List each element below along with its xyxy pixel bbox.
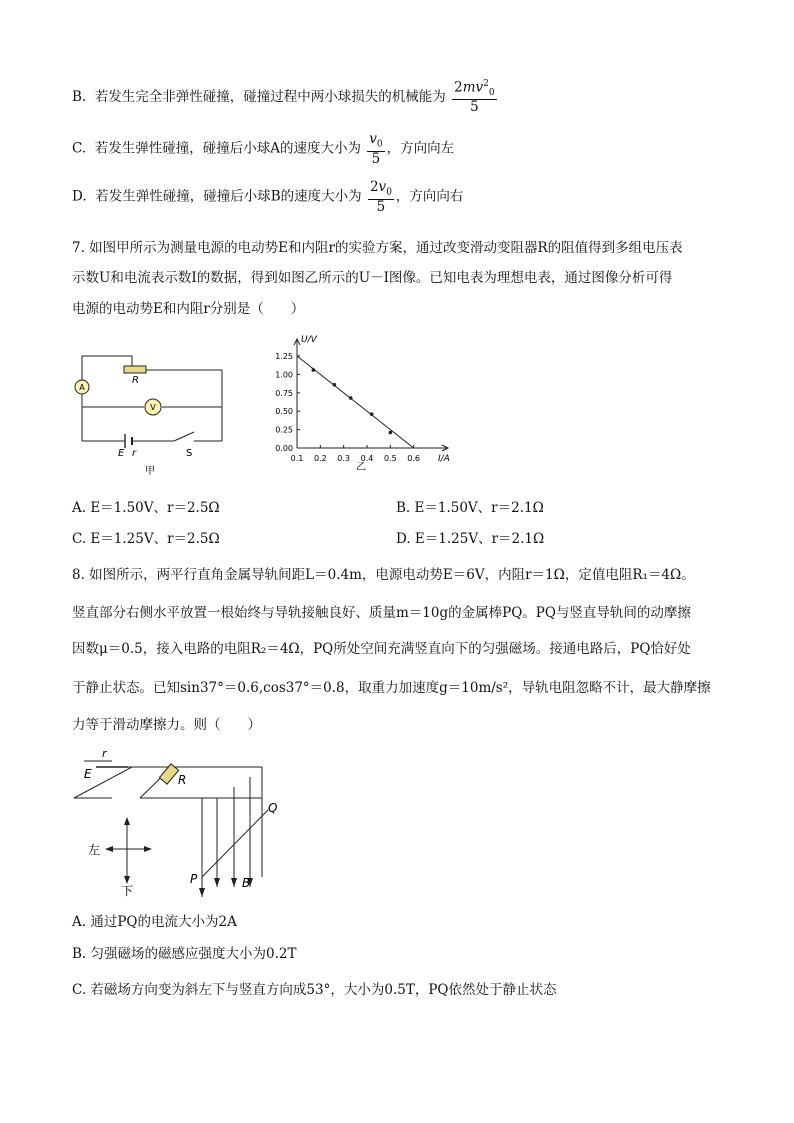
q7-option-c: C. E＝1.25V、r＝2.5Ω	[72, 531, 220, 547]
rod-end-p-label: P	[190, 872, 198, 886]
q7-option-b: B. E＝1.50V、r＝2.1Ω	[396, 500, 544, 516]
data-point	[349, 396, 353, 400]
q7-ui-chart	[265, 330, 465, 470]
q8-stem-line-3: 因数μ＝0.5，接入电路的电阻R₂＝4Ω，PQ所处空间充满竖直向下的匀强磁场。接通电路后，PQ恰好处	[72, 641, 691, 657]
q7-stem-line-2: 示数U和电流表示数I的数据，得到如图乙所示的U－I图像。已知电表为理想电表，通过图像分析可得	[72, 270, 673, 286]
data-point	[370, 412, 374, 416]
direction-left-label: 左	[88, 843, 101, 857]
resistor-label: R	[178, 773, 187, 787]
rheostat-symbol	[124, 366, 146, 373]
emf-label: E	[118, 448, 125, 459]
y-axis-label: U/V	[301, 335, 317, 345]
y-tick-label: 0.00	[275, 444, 293, 453]
q7-option-d: D. E＝1.25V、r＝2.1Ω	[396, 531, 545, 547]
internal-r-label: r	[132, 448, 137, 459]
q6-option-c: C. 若发生弹性碰撞，碰撞后小球A的速度大小为 $\frac{v_0}{5}$ ，方向向左	[72, 131, 455, 167]
fig-jia-caption: 甲	[145, 466, 155, 477]
data-point	[312, 368, 316, 372]
internal-r-label: r	[102, 747, 107, 760]
q6-c-fraction: $\frac{v_0}{5}$	[369, 131, 383, 167]
q8-stem-line-1: 8. 如图所示，两平行直角金属导轨间距L＝0.4m，电源电动势E＝6V，内阻r＝1Ω，定值电阻R₁＝4Ω。	[72, 567, 695, 583]
fig-yi-caption: 乙	[356, 462, 366, 470]
x-tick-label: 0.6	[407, 454, 421, 463]
q6-d-fraction: $\frac{2v_0}{5}$	[369, 179, 392, 215]
q6-b-fraction: $\frac{2mv^2_0}{5}$	[454, 79, 495, 116]
q7-circuit-figure	[70, 348, 250, 483]
q6-option-b: B. 若发生完全非弹性碰撞，碰撞过程中两小球损失的机械能为 $\frac{2mv^2_0}{5}$	[72, 79, 495, 116]
y-tick-label: 1.25	[275, 352, 293, 361]
q6-option-d: D. 若发生弹性碰撞，碰撞后小球B的速度大小为 $\frac{2v_0}{5}$ ，方向向右	[72, 179, 464, 215]
rheostat-label: R	[132, 375, 139, 386]
q8-stem-line-2: 竖直部分右侧水平放置一根始终与导轨接触良好、质量m＝10g的金属棒PQ。PQ与竖直导轨间的动摩擦	[72, 605, 691, 621]
q8-rail-figure	[72, 737, 292, 897]
x-tick-label: 0.4	[360, 454, 374, 463]
x-tick-label: 0.2	[313, 454, 327, 463]
data-point	[389, 431, 393, 435]
q8-option-b: B. 匀强磁场的磁感应强度大小为0.2T	[72, 946, 297, 962]
y-tick-label: 1.00	[275, 370, 293, 380]
x-axis-label: I/A	[438, 454, 450, 464]
q7-stem-line-3: 电源的电动势E和内阻r分别是（ ）	[72, 301, 305, 317]
x-tick-label: 0.3	[337, 454, 351, 463]
q8-option-a: A. 通过PQ的电流大小为2A	[72, 914, 237, 930]
q7-option-a: A. E＝1.50V、r＝2.5Ω	[72, 500, 220, 516]
q7-stem-line-1: 7. 如图甲所示为测量电源的电动势E和内阻r的实验方案，通过改变滑动变阻器R的阻值得到多组电压表	[72, 240, 683, 256]
emf-label: E	[84, 767, 92, 781]
q8-stem-line-5: 力等于滑动摩擦力。则（ ）	[72, 717, 261, 733]
y-tick-label: 0.50	[275, 407, 293, 417]
direction-down-label: 下	[121, 884, 134, 897]
y-tick-label: 0.25	[275, 425, 293, 435]
x-tick-label: 0.1	[290, 454, 304, 463]
y-tick-label: 0.75	[275, 388, 293, 398]
field-b-label: B	[242, 876, 251, 890]
rod-end-q-label: Q	[268, 801, 278, 815]
data-point	[333, 383, 337, 387]
switch-label: S	[186, 448, 193, 459]
q8-stem-line-4: 于静止状态。已知sin37°＝0.6,cos37°＝0.8，取重力加速度g＝10m/s²，导轨电阻忽略不计，最大静摩擦	[72, 680, 711, 696]
q8-option-c: C. 若磁场方向变为斜左下与竖直方向成53°，大小为0.5T，PQ依然处于静止状态	[72, 982, 557, 998]
voltmeter-label: V	[150, 403, 156, 412]
ammeter-label: A	[79, 383, 85, 392]
x-tick-label: 0.5	[383, 454, 397, 463]
